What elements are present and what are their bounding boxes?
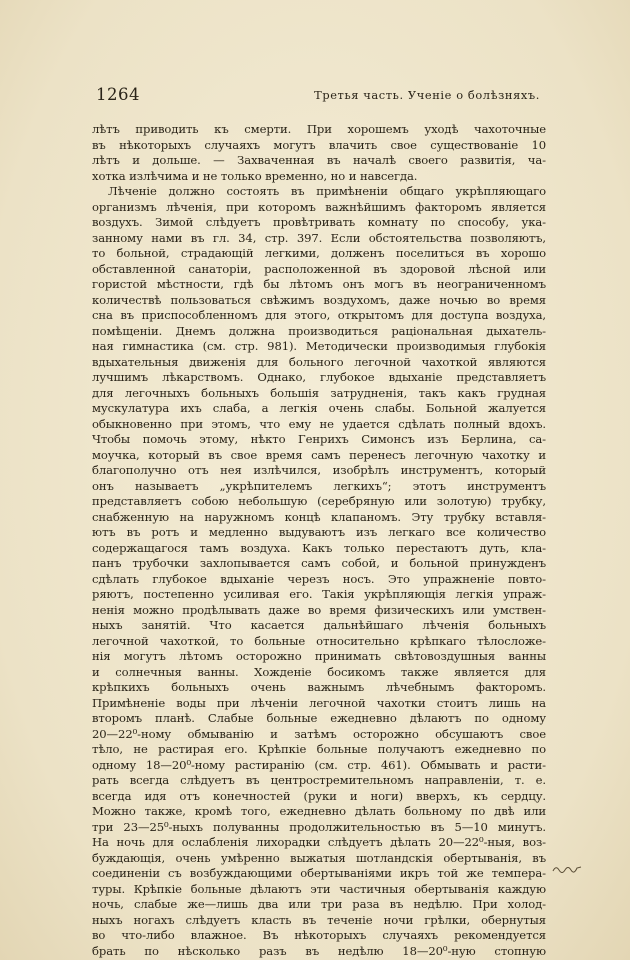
text-line: и солнечныя ванны. Хожденіе босикомъ также является для [92,664,546,679]
text-line: Примѣненіе воды при лѣченіи легочной чахотки стоитъ лишь на [92,695,546,710]
text-line: лѣтъ приводить къ смерти. При хорошемъ уходѣ чахоточные [92,122,546,136]
text-line: содержащагося тамъ воздуха. Какъ только перестаютъ дуть, кла- [92,540,546,555]
text-line: На ночь для ослабленія лихорадки слѣдуетъ дѣлать 20—22⁰-ныя, воз- [92,835,546,849]
text-line: лучшимъ лѣкарствомъ. Однако, глубокое вдыханіе представляетъ [92,370,546,384]
text-line: количествѣ пользоваться свѣжимъ воздухомъ, даже ночью во время [92,292,546,307]
text-line: онъ называетъ „укрѣпителемъ легкихъ“; этотъ инструментъ [92,478,546,493]
text-line: сна въ приспособленномъ для этого, открытомъ для доступа воздуха, [92,308,546,322]
text-line: ныхъ занятій. Что касается дальнѣйшаго лѣченія больныхъ [92,618,546,632]
text-line: всегда идя отъ конечностей (руки и ноги) вверхъ, къ сердцу. [92,788,546,803]
text-line: нія могутъ лѣтомъ осторожно принимать свѣтовоздушныя ванны [92,649,546,663]
text-line: въ нѣкоторыхъ случаяхъ могутъ влачить свое существованіе 10 [92,137,546,152]
text-line: три 23—25⁰-ныхъ полуванны продолжительностью въ 5—10 минутъ. [92,819,546,834]
text-line: ряютъ, постепенно усиливая его. Такія укрѣпляющія легкія упраж- [92,587,546,601]
page-number: 1264 [96,85,140,104]
text-line: брать по нѣсколько разъ въ недѣлю 18—20⁰-ную стопную [92,943,546,958]
text-line: снабженную на наружномъ концѣ клапаномъ. Эту трубку вставля- [92,509,546,524]
running-title: Третья часть. Ученіе о болѣзняхъ. [314,88,540,102]
text-line: рать всегда слѣдуетъ въ центростремительномъ направленіи, т. е. [92,773,546,787]
text-line: второмъ планѣ. Слабые больные ежедневно дѣлаютъ по одному [92,711,546,725]
body-text [92,122,546,959]
text-line: легочной чахоткой, то больные относительно крѣпкаго тѣлосложе- [92,633,546,648]
ink-squiggle-mark [552,862,582,876]
text-line: соединеніи съ возбуждающими обертываніями икръ той же темпера- [92,866,546,880]
text-line: помѣщеніи. Днемъ должна производиться раціональная дыхатель- [92,323,546,338]
text-line: то больной, страдающій легкими, долженъ поселиться въ хорошо [92,246,546,260]
text-line: хотка излѣчима и не только временно, но и навсегда. [92,168,418,183]
text-line: мускулатура ихъ слаба, а легкія очень слабы. Больной жалуется [92,401,546,415]
text-line: вдыхательныя движенія для больного легочной чахоткой являются [92,354,546,369]
text-line: Можно также, кромѣ того, ежедневно дѣлать больному по двѣ или [92,804,546,818]
text-line: одному 18—20⁰-ному растиранію (см. стр. 461). Обмывать и расти- [92,757,546,772]
text-line: 20—22⁰-ному обмыванію и затѣмъ осторожно обсушаютъ свое [92,726,546,741]
text-line: организмъ лѣченія, при которомъ важнѣйшимъ факторомъ является [92,199,546,214]
text-line: гористой мѣстности, гдѣ бы лѣтомъ онъ могъ въ неограниченномъ [92,277,546,291]
text-line: ныхъ ногахъ слѣдуетъ класть въ теченіе ночи грѣлки, обернутыя [92,912,546,927]
text-line: туры. Крѣпкіе больные дѣлаютъ эти частичныя обертыванія каждую [92,881,546,896]
text-line: воздухъ. Зимой слѣдуетъ провѣтривать комнату по способу, ука- [92,215,546,229]
text-line: лѣтъ и дольше. — Захваченная въ началѣ своего развитія, ча- [92,153,546,167]
text-line: обставленной санаторіи, расположенной въ здоровой лѣсной или [92,261,546,276]
text-line: во что-либо влажное. Въ нѣкоторыхъ случаяхъ рекомендуется [92,928,546,942]
text-line: ненія можно продѣлывать даже во время физическихъ или умствен- [92,602,546,617]
text-line: моучка, который въ свое время самъ перенесъ легочную чахотку и [92,447,546,462]
text-line: панъ трубочки захлопывается самъ собой, и больной принужденъ [92,556,546,570]
text-line: буждающія, очень умѣренно выжатыя шотландскія обертыванія, въ [92,850,546,865]
text-line: обыкновенно при этомъ, что ему не удается сдѣлать полный вдохъ. [92,416,546,431]
text-line: Чтобы помочь этому, нѣкто Генрихъ Симонсъ изъ Берлина, са- [92,432,546,446]
text-line: благополучно отъ нея излѣчился, изобрѣлъ инструментъ, который [92,463,546,477]
page-header [96,84,540,106]
text-line: представляетъ собою небольшую (серебряную или золотую) трубку, [92,494,546,508]
text-line: тѣло, не растирая его. Крѣпкіе больные получаютъ ежедневно по [92,742,546,756]
text-line: сдѣлать глубокое вдыханіе черезъ носъ. Это упражненіе повто- [92,571,546,586]
text-line: крѣпкихъ больныхъ очень важнымъ лѣчебнымъ факторомъ. [92,680,546,694]
text-line: для легочныхъ больныхъ большія затрудненія, такъ какъ грудная [92,385,546,400]
text-line: ночь, слабые же—лишь два или три раза въ недѣлю. При холод- [92,897,546,911]
text-line: ютъ въ ротъ и медленно выдуваютъ изъ легкаго все количество [92,525,546,539]
text-line: Лѣченіе должно состоять въ примѣненіи общаго укрѣпляющаго [108,184,546,198]
text-line: ная гимнастика (см. стр. 981). Методически производимыя глубокія [92,339,546,353]
text-line: занному нами въ гл. 34, стр. 397. Если обстоятельства позволяютъ, [92,230,546,245]
